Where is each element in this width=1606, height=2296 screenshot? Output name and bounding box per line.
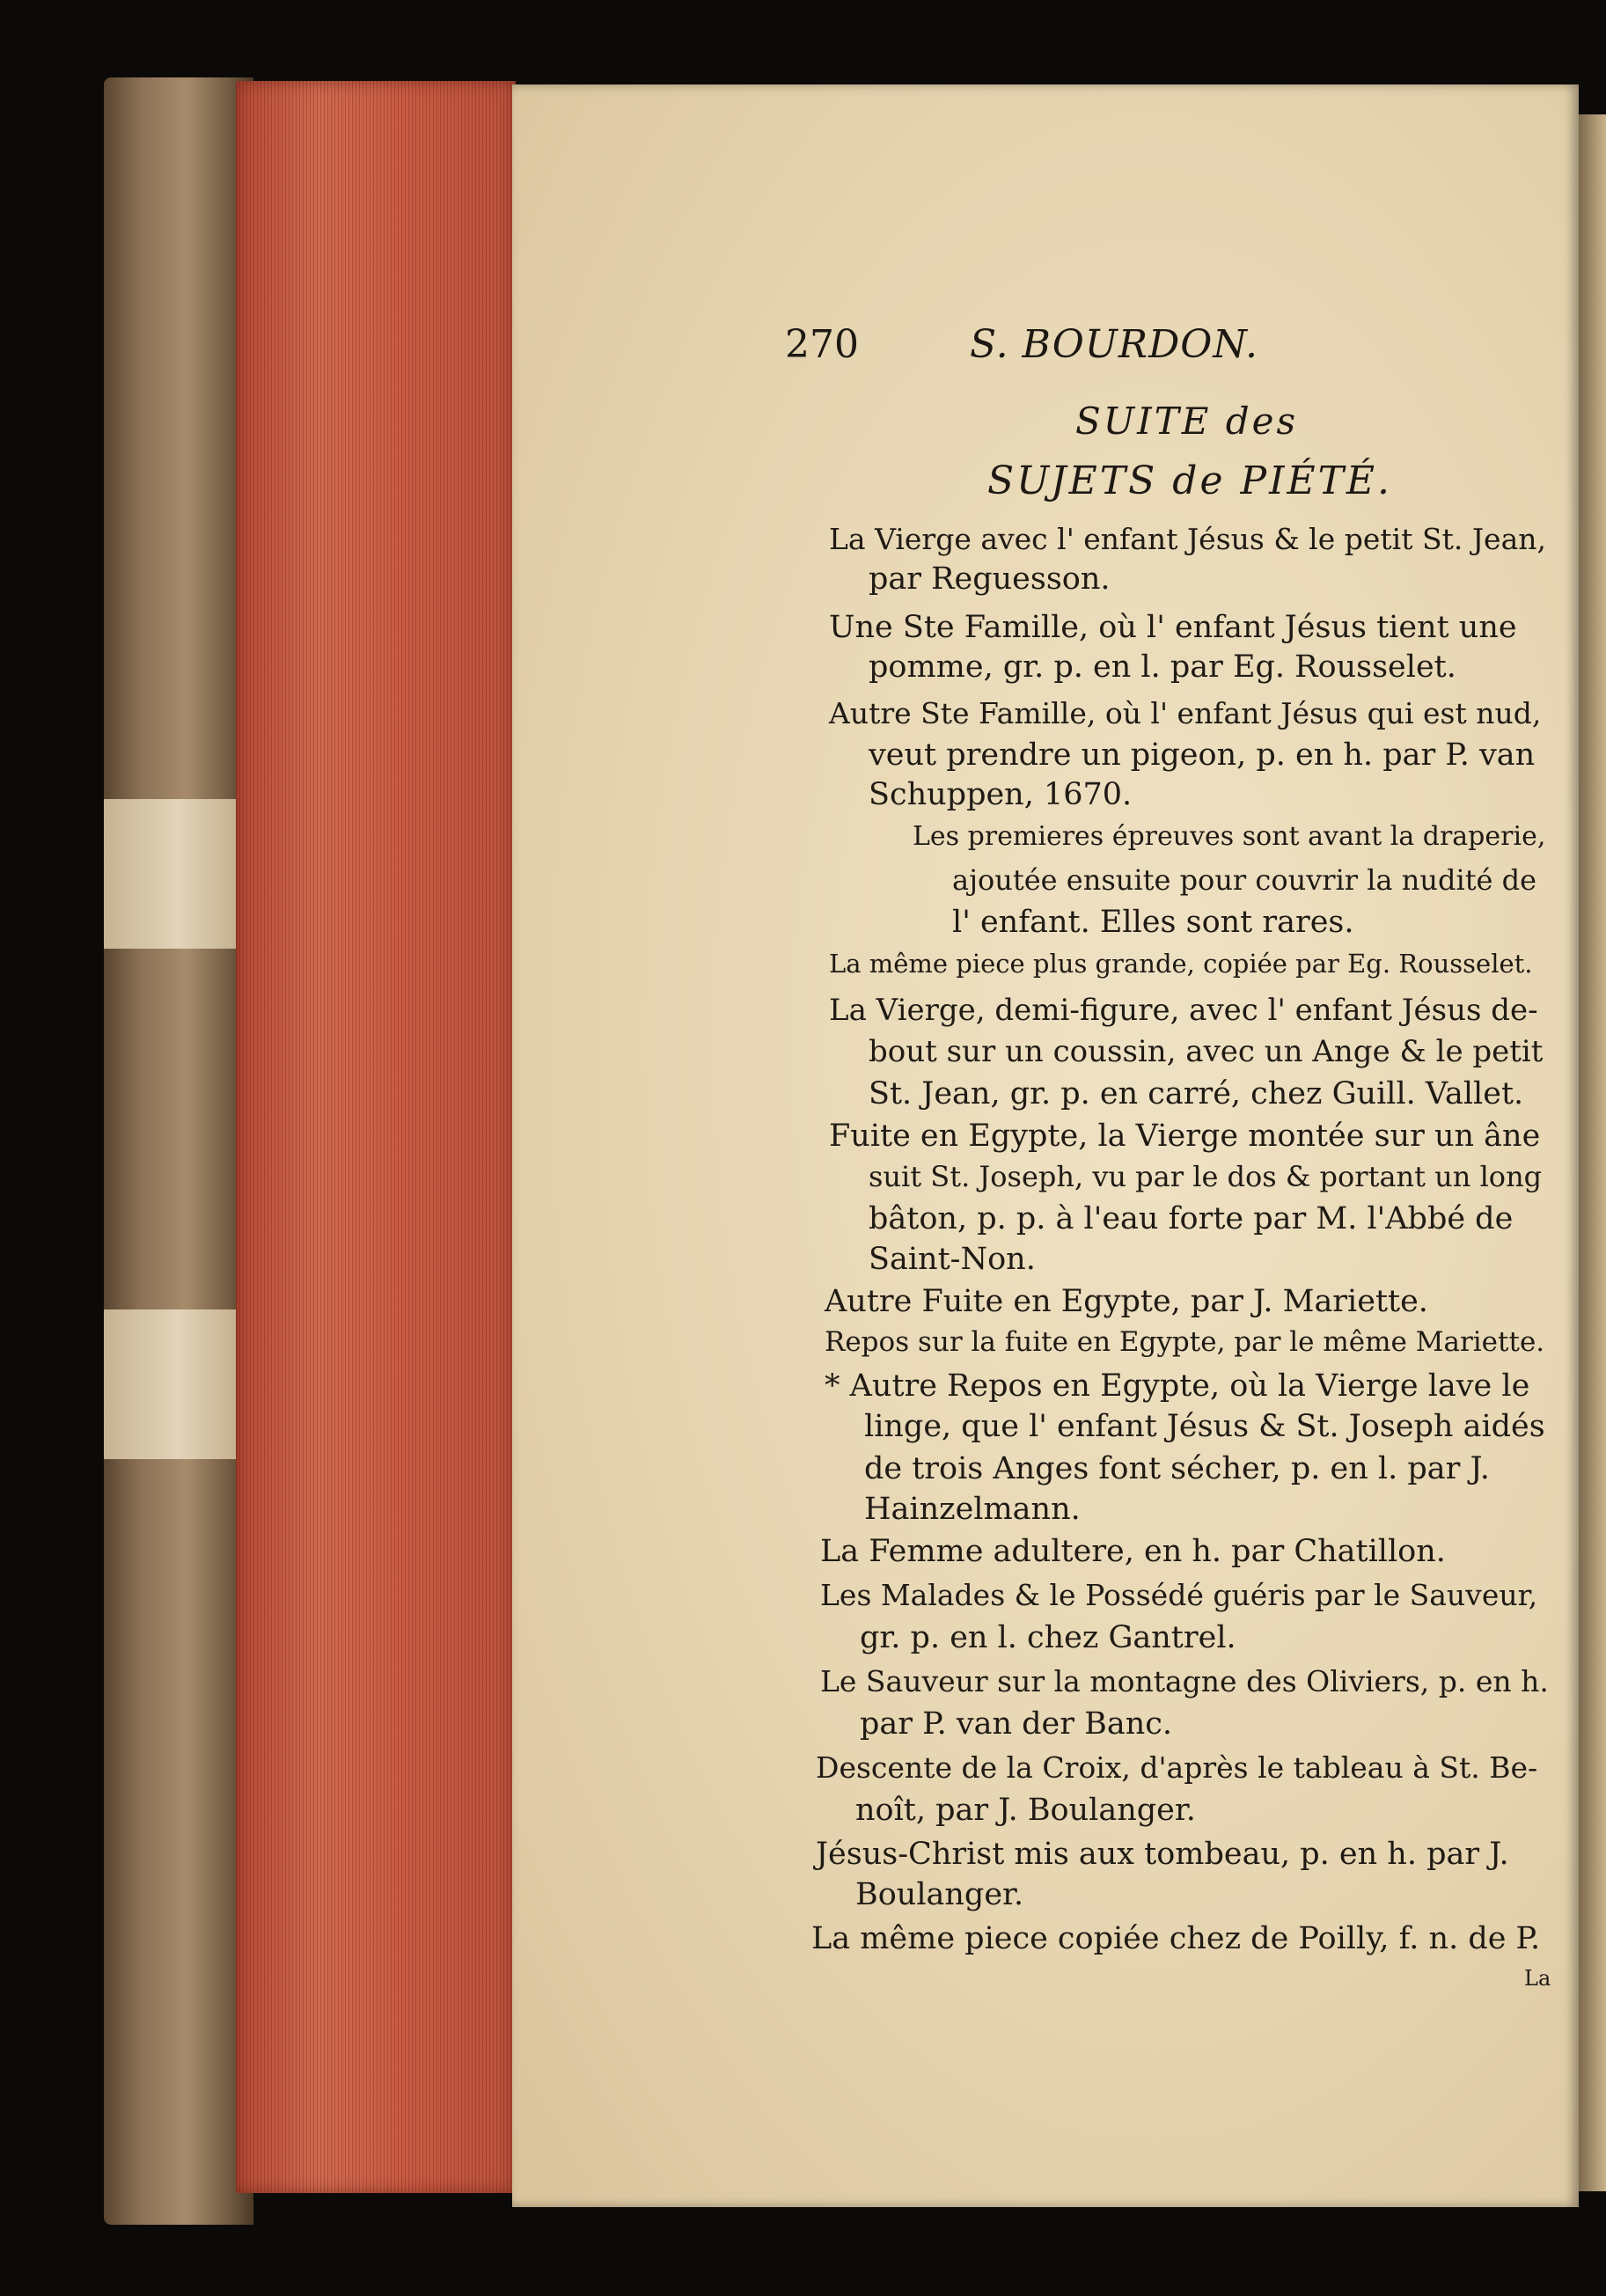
running-head: S. BOURDON. bbox=[970, 322, 1259, 367]
entry-line: l' enfant. Elles sont rares. bbox=[952, 905, 1354, 940]
entry-list bbox=[512, 84, 1579, 2207]
entry-line: La même piece copiée chez de Poilly, f. n. de P. bbox=[811, 1921, 1541, 1956]
book-binding bbox=[104, 77, 253, 2225]
entry-line: linge, que l' enfant Jésus & St. Joseph aidés bbox=[864, 1409, 1545, 1444]
entry-line: veut prendre un pigeon, p. en h. par P. van bbox=[869, 737, 1536, 773]
entry-line: Les Malades & le Possédé guéris par le Sauveur, bbox=[820, 1578, 1538, 1612]
entry-line: Hainzelmann. bbox=[864, 1492, 1081, 1527]
section-title-line-2: SUJETS de PIÉTÉ. bbox=[987, 458, 1393, 503]
binding-band bbox=[104, 1309, 253, 1459]
book-page bbox=[512, 84, 1579, 2207]
entry-line: de trois Anges font sécher, p. en l. par J. bbox=[864, 1451, 1490, 1486]
entry-line: * Autre Repos en Egypte, où la Vierge lave le bbox=[825, 1368, 1530, 1404]
entry-line: Le Sauveur sur la montagne des Oliviers, p. en h. bbox=[820, 1664, 1549, 1698]
entry-line: Boulanger. bbox=[855, 1877, 1024, 1912]
entry-line: Descente de la Croix, d'après le tableau à St. Be- bbox=[816, 1750, 1538, 1785]
entry-line: gr. p. en l. chez Gantrel. bbox=[860, 1620, 1236, 1655]
entry-line: Repos sur la fuite en Egypte, par le même Mariette. bbox=[825, 1326, 1545, 1358]
entry-line: Saint-Non. bbox=[869, 1242, 1036, 1277]
entry-line: La même piece plus grande, copiée par Eg. Rousselet. bbox=[829, 949, 1533, 979]
catchword: La bbox=[1524, 1966, 1551, 1991]
entry-line: Une Ste Famille, où l' enfant Jésus tient une bbox=[829, 610, 1517, 645]
entry-line: Autre Fuite en Egypte, par J. Mariette. bbox=[825, 1284, 1428, 1319]
entry-line: La Vierge avec l' enfant Jésus & le petit St. Jean, bbox=[829, 522, 1546, 556]
entry-line: bâton, p. p. à l'eau forte par M. l'Abbé de bbox=[869, 1201, 1514, 1236]
entry-line: St. Jean, gr. p. en carré, chez Guill. Vallet. bbox=[869, 1076, 1524, 1111]
entry-line: par Reguesson. bbox=[869, 561, 1111, 597]
entry-line: par P. van der Banc. bbox=[860, 1706, 1172, 1742]
page-edges bbox=[236, 81, 516, 2193]
entry-line: bout sur un coussin, avec un Ange & le petit bbox=[869, 1034, 1544, 1069]
section-title-line-1: SUITE des bbox=[1075, 400, 1299, 443]
entry-line: La Vierge, demi-figure, avec l' enfant Jésus de- bbox=[829, 993, 1538, 1028]
entry-line: Les premieres épreuves sont avant la draperie, bbox=[913, 821, 1546, 852]
entry-line: suit St. Joseph, vu par le dos & portant un long bbox=[869, 1160, 1543, 1193]
entry-line: pomme, gr. p. en l. par Eg. Rousselet. bbox=[869, 649, 1456, 685]
entry-line: noît, par J. Boulanger. bbox=[855, 1793, 1196, 1828]
entry-line: ajoutée ensuite pour couvrir la nudité de bbox=[952, 863, 1537, 897]
entry-line: La Femme adultere, en h. par Chatillon. bbox=[820, 1534, 1446, 1569]
entry-line: Schuppen, 1670. bbox=[869, 777, 1133, 812]
entry-line: Fuite en Egypte, la Vierge montée sur un âne bbox=[829, 1119, 1541, 1154]
entry-line: Jésus-Christ mis aux tombeau, p. en h. par J. bbox=[816, 1837, 1509, 1872]
binding-band bbox=[104, 799, 253, 949]
entry-line: Autre Ste Famille, où l' enfant Jésus qui est nud, bbox=[829, 696, 1542, 730]
page-number: 270 bbox=[785, 322, 859, 367]
